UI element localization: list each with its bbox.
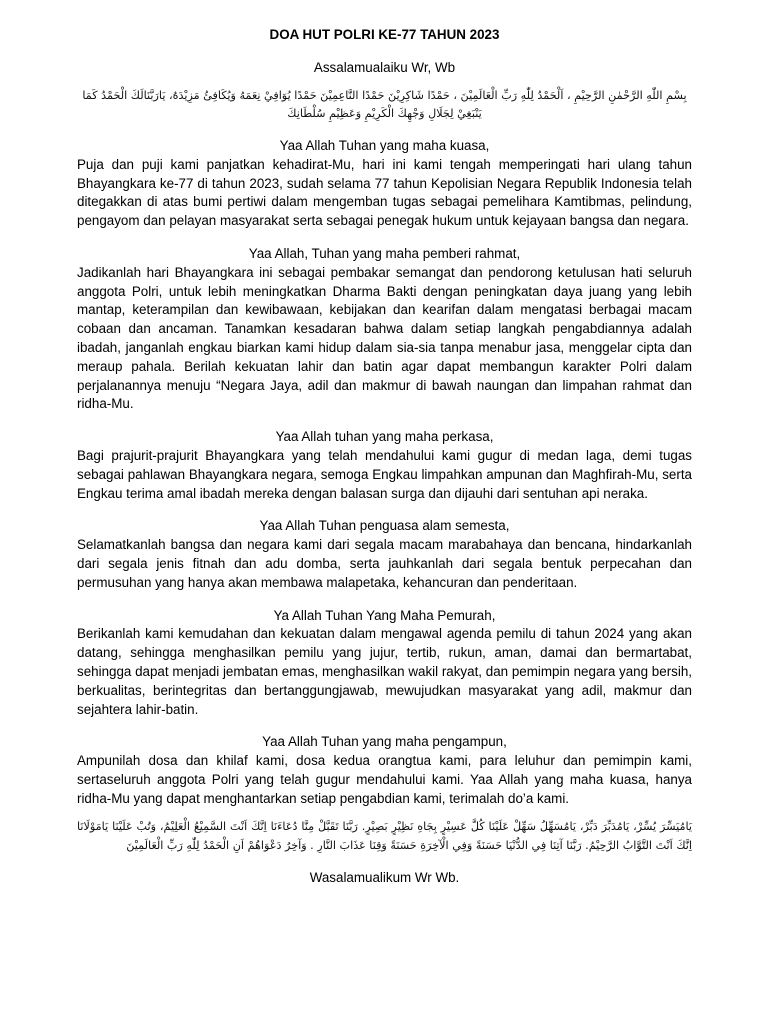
prayer-section [77, 733, 692, 808]
prayer-section [77, 607, 692, 720]
prayer-section [77, 137, 692, 231]
prayer-section [77, 517, 692, 592]
section-heading: Yaa Allah, Tuhan yang maha pemberi rahmat, [248, 245, 521, 261]
closing-arabic-prayer: يَامُيَسِّرَ يُسِّرْ، يَامُدَبِّرَ دَبِّرْ، يَامُسَهِّلُ سَهِّلْ عَلَيْنَا كُلَّ عَسِيْرٍ بِجَاهِ نَظِيْرٍ بَصِيْرٍ. رَبَّنَا تَقَبَّلْ مِنَّا دُعَاءَنَا اِنَّكَ اَنْتَ السَّمِيْعُ الْعَلِيْمُ، وَتُبْ عَلَيْنَا يَامَوْلَانَا اِنَّكَ اَنْتَ التَّوَّابُ الرَّحِيْمُ. رَبَّنَا آتِنَا فِي الدُّنْيَا حَسَنَةً وَفِي الْآخِرَةِ حَسَنَةً وَقِنَا عَذَابَ النَّارِ . وَآخِرُ دَعْوَاهُمْ اَنِ الْحَمْدُ لِلّٰهِ رَبِّ الْعَالَمِيْنَ [77, 819, 692, 852]
prayer-section [77, 428, 692, 503]
section-paragraph: Selamatkanlah bangsa dan negara kami dari segala macam marabahaya dan bencana, hindarkanlah dari segala jenis fitnah dan adu domba, serta jauhkanlah dari segala bentuk perpecahan dan permusuhan yang hanya akan membawa malapetaka, kehancuran dan penderitaan. [77, 537, 692, 590]
section-paragraph: Bagi prajurit-prajurit Bhayangkara yang telah mendahului kami gugur di medan laga, demi tugas sebagai pahlawan Bhayangkara negara, semoga Engkau limpahkan ampunan dan Maghfirah-Mu, serta Engkau terima amal ibadah mereka dengan balasan surga dan dijauhi dari sentuhan api neraka. [77, 447, 692, 501]
closing-signoff: Wasalamualikum Wr Wb. [309, 869, 460, 885]
section-paragraph: Ampunilah dosa dan khilaf kami, dosa kedua orangtua kami, para leluhur dan pemimpin kami, sertaseluruh anggota Polri yang telah gugur mendahului kami. Yaa Allah yang maha kuasa, hanya ridha-Mu yang dapat menghantarkan setiap pengabdian kami, terimalah do’a kami. [77, 753, 692, 806]
opening-arabic-prayer: بِسْمِ اللّٰهِ الرَّحْمٰنِ الرَّحِيْمِ ، اَلْحَمْدُ لِلّٰهِ رَبِّ الْعَالَمِيْنَ ، حَمْدًا شَاكِرِيْنَ حَمْدًا النَّاعِمِيْنَ حَمْدًا يُوَافِيْ نِعَمَهُ وَيُكَافِئُ مَزِيْدَهُ، يَارَبَّنَالَكَ الْحَمْدُ كَمَا يَنْبَغِيْ لِجَلَالِ وَجْهِكَ الْكَرِيْمِ وَعَظِيْمِ سُلْطَانِكَ [82, 89, 687, 120]
section-paragraph: Jadikanlah hari Bhayangkara ini sebagai pembakar semangat dan pendorong ketulusan hati seluruh anggota Polri, untuk lebih meningkatkan Dharma Bakti dengan peningkatan daya juang yang lebih mantap, keterampilan dan kewibawaan, kebijakan dan kearifan dalam mengatasi berbagai macam cobaan dan ancaman. Tanamkan kesadaran bahwa dalam setiap langkah pengabdiannya adalah ibadah, janganlah engkau biarkan kami hidup dalam sia-sia tanpa menabur jasa, menggelar cipta dan meraup pahala. Berilah kekuatan lahir dan batin agar dapat membangun karakter Polri dalam perjalanannya menuju “Negara Jaya, adil dan makmur di bawah naungan dan limpahan rahmat dan ridha-Mu. [77, 264, 692, 412]
section-heading: Yaa Allah Tuhan yang maha kuasa, [279, 138, 490, 153]
section-heading: Yaa Allah Tuhan penguasa alam semesta, [259, 518, 510, 534]
section-heading: Yaa Allah Tuhan yang maha pengampun, [262, 734, 507, 750]
section-paragraph: Puja dan puji kami panjatkan kehadirat-Mu, hari ini kami tengah memperingati hari ulang tahun Bhayangkara ke-77 di tahun 2023, sudah selama 77 tahun Kepolisian Negara Republik Indonesia telah ditegakkan di atas bumi pertiwi dalam mengemban tugas sebagai pemelihara Kamtibmas, pelindung, pengayom dan pelayan masyarakat serta sebagai penegak hukum untuk kejayaan bangsa dan negara. [77, 156, 692, 229]
section-heading: Yaa Allah tuhan yang maha perkasa, [275, 429, 494, 445]
document-title: DOA HUT POLRI KE-77 TAHUN 2023 [269, 27, 500, 42]
prayer-section [77, 245, 692, 414]
opening-greeting: Assalamualaiku Wr, Wb [313, 60, 456, 75]
section-paragraph: Berikanlah kami kemudahan dan kekuatan dalam mengawal agenda pemilu di tahun 2024 yang akan datang, sehingga menghasilkan pemilu yang jujur, tertib, rukun, aman, damai dan bermartabat, sehingga dapat menjadi jembatan emas, menghasilkan wakil rakyat, dan pemimpin negara yang bersih, berkualitas, berintegritas dan bertanggungjawab, mewujudkan masyarakat yang adil, makmur dan sejahtera lahir-batin. [77, 626, 692, 717]
section-heading: Ya Allah Tuhan Yang Maha Pemurah, [273, 607, 496, 623]
